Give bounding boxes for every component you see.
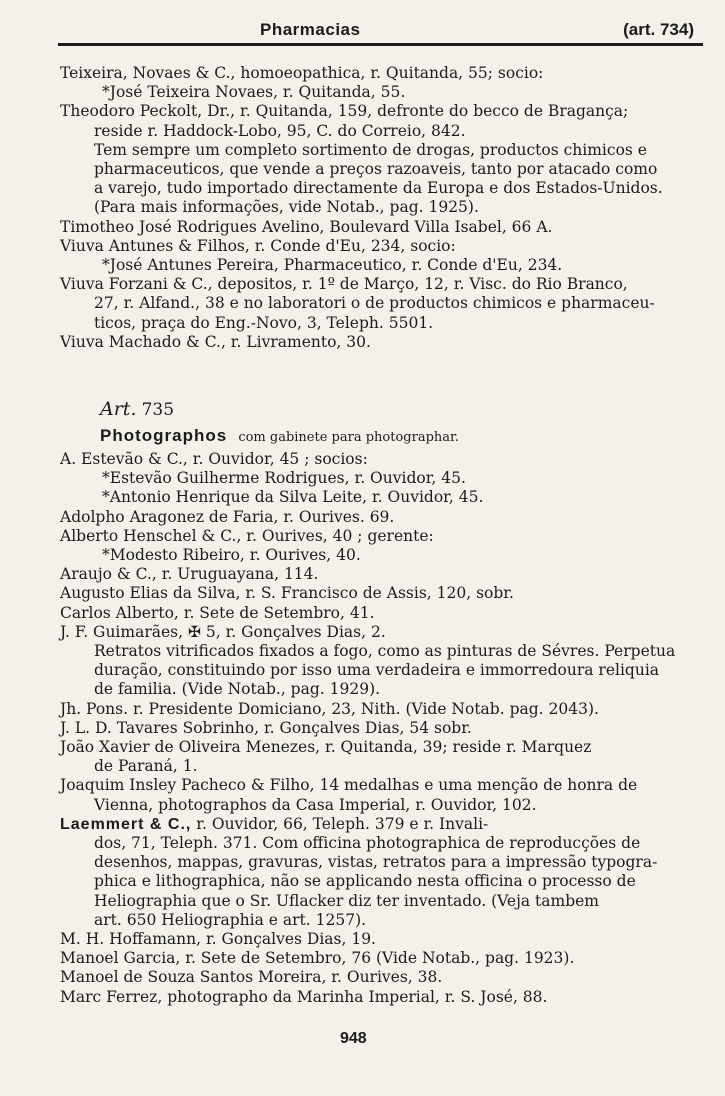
entry-line: Teixeira, Novaes & C., homoeopathica, r. Quitanda, 55; socio: bbox=[60, 64, 544, 82]
photographos-entries bbox=[60, 450, 710, 1007]
directory-entry bbox=[60, 700, 710, 719]
sub-entry bbox=[60, 546, 710, 565]
directory-entry bbox=[60, 738, 710, 776]
directory-entry bbox=[60, 584, 710, 603]
page-number: 948 bbox=[340, 1030, 367, 1047]
entry-line: Augusto Elias da Silva, r. S. Francisco de Assis, 120, sobr. bbox=[60, 584, 514, 603]
entry-line: M. H. Hoffamann, r. Gonçalves Dias, 19. bbox=[60, 930, 376, 949]
entry-line: Viuva Machado & C., r. Livramento, 30. bbox=[60, 332, 371, 351]
category-title: Photographos bbox=[100, 426, 228, 445]
directory-entry bbox=[60, 218, 700, 237]
section-heading bbox=[100, 398, 660, 446]
entry-line: Carlos Alberto, r. Sete de Setembro, 41. bbox=[60, 603, 375, 622]
entry-line: *Estevão Guilherme Rodrigues, r. Ouvidor, 45. bbox=[102, 469, 466, 488]
entry-line: Adolpho Aragonez de Faria, r. Ourives. 69. bbox=[60, 507, 395, 526]
directory-entry bbox=[60, 930, 710, 949]
running-head-article: (art. 734) bbox=[623, 20, 694, 39]
sub-entry bbox=[60, 488, 710, 507]
entry-line: Timotheo José Rodrigues Avelino, Boulevard Villa Isabel, 66 A. bbox=[60, 217, 553, 236]
entry-line: Jh. Pons. r. Presidente Domiciano, 23, Nith. (Vide Notab. pag. 2043). bbox=[60, 699, 599, 718]
directory-entry bbox=[60, 64, 700, 83]
entry-line: Araujo & C., r. Uruguayana, 114. bbox=[60, 565, 319, 584]
directory-entry bbox=[60, 333, 700, 352]
entry-line: *José Antunes Pereira, Pharmaceutico, r. Conde d'Eu, 234. bbox=[102, 256, 563, 275]
entry-line: João Xavier de Oliveira Menezes, r. Quitanda, 39; reside r. Marquez bbox=[60, 738, 592, 757]
entry-continuation: duração, constituindo por isso uma verdadeira e immorredoura reliquia bbox=[94, 661, 660, 680]
entry-continuation: a varejo, tudo importado directamente da Europa e dos Estados-Unidos. bbox=[94, 179, 663, 198]
header-rule bbox=[58, 43, 703, 46]
entry-line: Viuva Forzani & C., depositos, r. 1º de Março, 12, r. Visc. do Rio Branco, bbox=[60, 275, 628, 294]
directory-entry bbox=[60, 949, 710, 968]
entry-line: Viuva Antunes & Filhos, r. Conde d'Eu, 234, socio: bbox=[60, 236, 456, 255]
entry-continuation: Tem sempre um completo sortimento de drogas, productos chimicos e bbox=[94, 140, 647, 159]
entry-line: Theodoro Peckolt, Dr., r. Quitanda, 159, defronte do becco de Bragança; bbox=[60, 102, 629, 121]
entry-line: *Modesto Ribeiro, r. Ourives, 40. bbox=[102, 546, 361, 565]
sub-entry bbox=[60, 256, 700, 275]
entry-line: Alberto Henschel & C., r. Ourives, 40 ; gerente: bbox=[60, 526, 434, 545]
directory-entry bbox=[60, 719, 710, 738]
entry-line: Manoel de Souza Santos Moreira, r. Ourives, 38. bbox=[60, 968, 443, 987]
entry-continuation: reside r. Haddock-Lobo, 95, C. do Correio, 842. bbox=[94, 121, 466, 140]
running-head-title: Pharmacias bbox=[260, 20, 361, 39]
entry-line: *José Teixeira Novaes, r. Quitanda, 55. bbox=[102, 83, 406, 102]
entry-bold-name: Laemmert & C., bbox=[60, 815, 192, 833]
article-number: 735 bbox=[141, 400, 175, 420]
entry-line: r. Ouvidor, 66, Teleph. 379 e r. Invali- bbox=[191, 814, 489, 833]
entry-continuation: de familia. (Vide Notab., pag. 1929). bbox=[94, 680, 381, 699]
directory-entry bbox=[60, 968, 710, 987]
directory-entry bbox=[60, 988, 710, 1007]
directory-entry bbox=[60, 450, 710, 469]
entry-continuation: pharmaceuticos, que vende a preços razoaveis, tanto por atacado como bbox=[94, 160, 658, 179]
directory-entry bbox=[60, 815, 710, 930]
entry-line: Joaquim Insley Pacheco & Filho, 14 medalhas e uma menção de honra de bbox=[60, 776, 638, 795]
directory-entry bbox=[60, 527, 710, 546]
directory-entry bbox=[60, 508, 710, 527]
running-head bbox=[60, 18, 700, 40]
entry-line: Marc Ferrez, photographo da Marinha Imperial, r. S. José, 88. bbox=[60, 987, 548, 1006]
entry-continuation: dos, 71, Teleph. 371. Com officina photographica de reproducções de bbox=[94, 834, 641, 853]
directory-entry bbox=[60, 102, 700, 217]
entry-line: A. Estevão & C., r. Ouvidor, 45 ; socios: bbox=[60, 450, 368, 468]
entry-continuation: de Paraná, 1. bbox=[94, 757, 198, 776]
pharmacias-entries bbox=[60, 64, 700, 352]
directory-entry bbox=[60, 623, 710, 700]
directory-entry bbox=[60, 604, 710, 623]
directory-entry bbox=[60, 776, 710, 814]
entry-continuation: (Para mais informações, vide Notab., pag. 1925). bbox=[94, 198, 479, 217]
directory-entry bbox=[60, 275, 700, 333]
entry-continuation: ticos, praça do Eng.-Novo, 3, Teleph. 5501. bbox=[94, 313, 434, 332]
sub-entry bbox=[60, 83, 700, 102]
entry-line: J. L. D. Tavares Sobrinho, r. Gonçalves Dias, 54 sobr. bbox=[60, 718, 472, 737]
entry-line: J. F. Guimarães, ✠ 5, r. Gonçalves Dias, 2. bbox=[60, 622, 386, 641]
entry-continuation: art. 650 Heliographia e art. 1257). bbox=[94, 910, 367, 929]
entry-continuation: phica e lithographica, não se applicando nesta officina o processo de bbox=[94, 872, 636, 891]
entry-continuation: desenhos, mappas, gravuras, vistas, retratos para a impressão typogra- bbox=[94, 853, 658, 872]
category-note: com gabinete para photographar. bbox=[238, 430, 459, 445]
directory-entry bbox=[60, 237, 700, 256]
entry-line: Manoel Garcia, r. Sete de Setembro, 76 (Vide Notab., pag. 1923). bbox=[60, 949, 575, 968]
article-label: Art. bbox=[100, 398, 137, 420]
entry-continuation: Heliographia que o Sr. Uflacker diz ter inventado. (Veja tambem bbox=[94, 891, 599, 910]
entry-continuation: Retratos vitrificados fixados a fogo, como as pinturas de Sévres. Perpetua bbox=[94, 642, 676, 661]
directory-entry bbox=[60, 565, 710, 584]
entry-continuation: 27, r. Alfand., 38 e no laboratori o de productos chimicos e pharmaceu- bbox=[94, 294, 655, 313]
entry-line: *Antonio Henrique da Silva Leite, r. Ouvidor, 45. bbox=[102, 488, 484, 507]
sub-entry bbox=[60, 469, 710, 488]
entry-continuation: Vienna, photographos da Casa Imperial, r. Ouvidor, 102. bbox=[94, 795, 537, 814]
